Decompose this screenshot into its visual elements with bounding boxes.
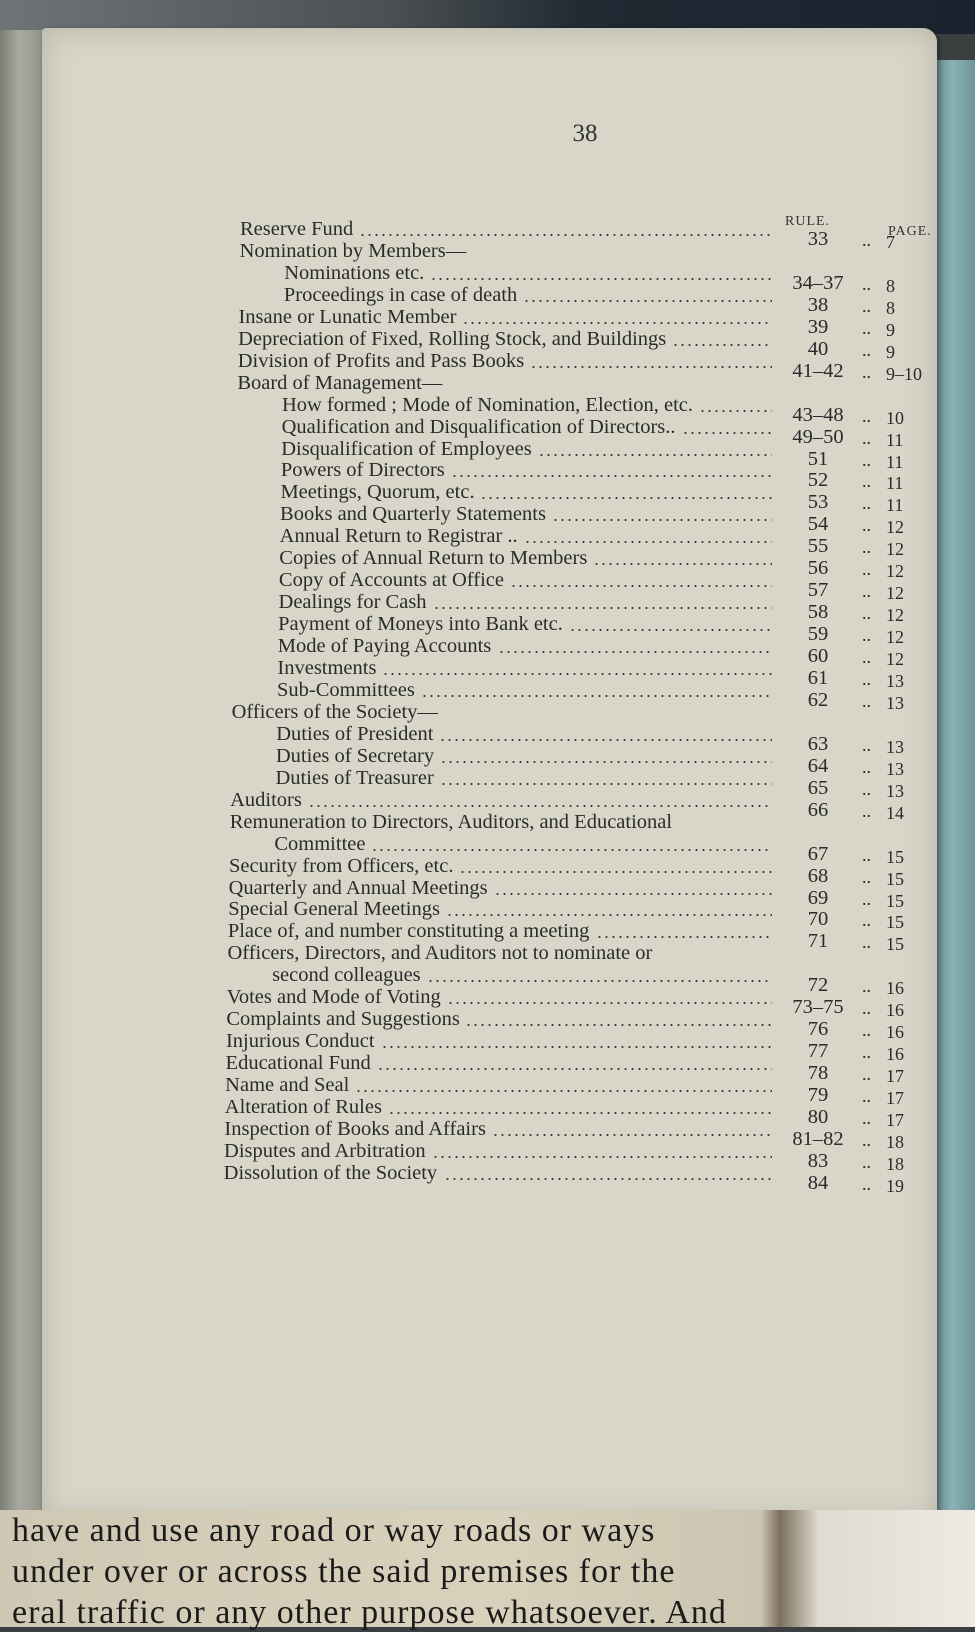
entry-title: Copies of Annual Return to Members bbox=[279, 547, 588, 570]
page-number-ref: 11 bbox=[886, 495, 904, 516]
page-number-ref: 11 bbox=[886, 451, 904, 472]
page-number-ref: 17 bbox=[886, 1088, 904, 1109]
entry-title: Officers of the Society— bbox=[231, 700, 438, 723]
rule-number: 51 bbox=[807, 447, 829, 470]
dot-leader bbox=[538, 453, 772, 457]
page-number-ref: 18 bbox=[886, 1153, 904, 1174]
rule-number: 63 bbox=[807, 732, 829, 755]
page-leader-dots: .. bbox=[862, 1042, 871, 1063]
rule-number: 52 bbox=[807, 469, 829, 492]
page-column-header: PAGE. bbox=[888, 224, 932, 239]
dot-leader bbox=[699, 409, 772, 413]
entry-title: Insane or Lunatic Member bbox=[238, 305, 457, 328]
page-leader-dots: .. bbox=[862, 537, 871, 558]
dot-leader bbox=[462, 321, 772, 325]
page-number-ref: 12 bbox=[886, 649, 904, 670]
page-leader-dots: .. bbox=[862, 976, 871, 997]
index-row bbox=[0, 701, 975, 723]
page-leader-dots: .. bbox=[862, 427, 871, 448]
page-leader-dots: .. bbox=[862, 230, 871, 250]
page-number-ref: 15 bbox=[886, 868, 904, 889]
dot-leader bbox=[530, 365, 772, 369]
dot-leader bbox=[382, 672, 772, 676]
page-leader-dots: .. bbox=[862, 295, 871, 316]
dot-leader bbox=[440, 782, 773, 786]
dot-leader bbox=[494, 892, 772, 896]
rule-number: 70 bbox=[807, 908, 829, 931]
page-number-ref: 9–10 bbox=[886, 363, 922, 384]
entry-title: Duties of Secretary bbox=[275, 744, 435, 767]
rule-number: 33 bbox=[807, 228, 829, 250]
page-number-ref: 18 bbox=[886, 1131, 904, 1152]
page-leader-dots: .. bbox=[862, 273, 871, 294]
page-leader-dots: .. bbox=[862, 756, 871, 777]
page-leader-dots: .. bbox=[862, 1108, 871, 1128]
page-leader-dots: .. bbox=[862, 625, 871, 646]
dot-leader bbox=[593, 562, 772, 566]
entry-title: Educational Fund bbox=[225, 1052, 371, 1075]
entry-title: Nomination by Members— bbox=[239, 239, 467, 262]
dot-leader bbox=[430, 277, 772, 281]
index-row bbox=[0, 372, 975, 394]
dot-leader bbox=[359, 233, 772, 237]
dot-leader bbox=[371, 848, 772, 852]
entry-title: Annual Return to Registrar .. bbox=[279, 525, 518, 548]
dot-leader bbox=[480, 496, 772, 500]
page-leader-dots: .. bbox=[862, 603, 871, 624]
dot-leader bbox=[498, 650, 772, 654]
page-number-ref: 15 bbox=[886, 890, 904, 911]
page-leader-dots: .. bbox=[862, 559, 871, 580]
entry-title: Duties of President bbox=[276, 722, 434, 745]
rule-number: 62 bbox=[807, 688, 829, 711]
page-leader-dots: .. bbox=[862, 647, 871, 668]
dot-leader bbox=[523, 299, 772, 303]
underlying-document-line: eral traffic or any other purpose whatsoever. And bbox=[12, 1594, 727, 1631]
index-row bbox=[0, 240, 975, 262]
entry-title: Security from Officers, etc. bbox=[228, 854, 454, 877]
entry-title: Dissolution of the Society bbox=[223, 1161, 438, 1184]
rule-number: 56 bbox=[807, 557, 829, 580]
rule-number: 77 bbox=[807, 1040, 829, 1063]
rule-number: 41–42 bbox=[792, 359, 844, 382]
entry-title: Disqualification of Employees bbox=[281, 437, 532, 460]
dot-leader bbox=[388, 1111, 772, 1115]
page-number-ref: 15 bbox=[886, 846, 904, 867]
rule-number: 40 bbox=[807, 337, 829, 360]
page-leader-dots: .. bbox=[862, 1064, 871, 1085]
page-leader-dots: .. bbox=[862, 1086, 871, 1107]
page-number-ref: 15 bbox=[886, 934, 904, 955]
dot-leader bbox=[439, 738, 772, 742]
entry-title: Reserve Fund bbox=[240, 218, 354, 240]
page-leader-dots: .. bbox=[862, 515, 871, 536]
rule-column-header: RULE. bbox=[785, 214, 831, 229]
page-number-ref: 12 bbox=[886, 539, 904, 560]
rule-number: 84 bbox=[807, 1171, 829, 1194]
dot-leader bbox=[451, 474, 772, 478]
page-number-ref: 12 bbox=[886, 583, 904, 604]
page-leader-dots: .. bbox=[862, 449, 871, 470]
dot-leader bbox=[427, 979, 772, 983]
entry-title: Mode of Paying Accounts bbox=[277, 635, 492, 658]
rule-number: 81–82 bbox=[792, 1127, 844, 1150]
entry-title: How formed ; Mode of Nomination, Election, etc. bbox=[281, 393, 693, 416]
rule-number: 83 bbox=[807, 1149, 829, 1172]
page-leader-dots: .. bbox=[862, 471, 871, 492]
page-number-ref: 16 bbox=[886, 1022, 904, 1043]
entry-title: Division of Profits and Pass Books bbox=[237, 349, 525, 372]
page-leader-dots: .. bbox=[862, 866, 871, 887]
dot-leader bbox=[446, 913, 772, 917]
page-number-ref: 17 bbox=[886, 1066, 904, 1087]
page-number-ref: 10 bbox=[886, 407, 904, 428]
dot-leader bbox=[355, 1089, 772, 1093]
entry-title: Votes and Mode of Voting bbox=[226, 986, 441, 1009]
index-row bbox=[0, 811, 975, 833]
page-number-ref: 16 bbox=[886, 978, 904, 999]
page-number-ref: 11 bbox=[886, 429, 904, 450]
page-number-ref: 16 bbox=[886, 1044, 904, 1065]
rule-number: 61 bbox=[807, 667, 829, 689]
entry-title: Powers of Directors bbox=[280, 459, 445, 482]
dot-leader bbox=[421, 694, 772, 698]
rule-number: 53 bbox=[807, 491, 829, 514]
page-number-ref: 13 bbox=[886, 671, 904, 691]
page-leader-dots: .. bbox=[862, 844, 871, 865]
dot-leader bbox=[492, 1133, 772, 1137]
page-number-ref: 13 bbox=[886, 758, 904, 779]
entry-title: Board of Management— bbox=[237, 371, 443, 394]
rule-number: 39 bbox=[807, 315, 829, 338]
page-leader-dots: .. bbox=[862, 932, 871, 953]
page-number-ref: 17 bbox=[886, 1110, 904, 1130]
rule-number: 60 bbox=[807, 645, 829, 668]
page-leader-dots: .. bbox=[862, 1173, 871, 1194]
entry-title: Qualification and Disqualification of Directors.. bbox=[281, 415, 676, 438]
index-row bbox=[0, 1161, 975, 1196]
page-leader-dots: .. bbox=[862, 1020, 871, 1041]
page-number-ref: 13 bbox=[886, 780, 904, 801]
entry-title: Duties of Treasurer bbox=[275, 766, 434, 789]
entry-title: Meetings, Quorum, etc. bbox=[280, 481, 475, 504]
dot-leader bbox=[569, 628, 772, 632]
page-number-ref: 9 bbox=[886, 341, 895, 362]
rule-number: 80 bbox=[807, 1106, 829, 1128]
entry-title: Special General Meetings bbox=[228, 898, 440, 921]
entry-title: Alteration of Rules bbox=[224, 1096, 382, 1118]
entry-title: Payment of Moneys into Bank etc. bbox=[278, 613, 563, 636]
rule-number: 76 bbox=[807, 1018, 829, 1041]
rule-number: 78 bbox=[807, 1062, 829, 1085]
page-leader-dots: .. bbox=[862, 581, 871, 602]
rule-number: 58 bbox=[807, 601, 829, 624]
rule-number: 54 bbox=[807, 513, 829, 536]
rule-number: 67 bbox=[807, 842, 829, 865]
dot-leader bbox=[308, 804, 772, 808]
dot-leader bbox=[552, 518, 772, 522]
rule-number: 69 bbox=[807, 886, 829, 909]
entry-title: Place of, and number constituting a meeting bbox=[227, 920, 590, 943]
entry-title: Depreciation of Fixed, Rolling Stock, and Buildings bbox=[238, 327, 667, 350]
entry-title: Quarterly and Annual Meetings bbox=[228, 876, 488, 899]
rule-number: 64 bbox=[807, 754, 829, 777]
rule-number: 55 bbox=[807, 535, 829, 558]
dot-leader bbox=[459, 870, 772, 874]
entry-title: Inspection of Books and Affairs bbox=[224, 1117, 486, 1140]
page-leader-dots: .. bbox=[862, 669, 871, 689]
dot-leader bbox=[381, 1045, 772, 1049]
entry-title: second colleagues bbox=[272, 964, 421, 987]
dot-leader bbox=[465, 1023, 772, 1027]
page-number-ref: 12 bbox=[886, 627, 904, 648]
dot-leader bbox=[444, 1177, 772, 1181]
entry-title: Auditors bbox=[230, 788, 302, 811]
dot-leader bbox=[377, 1067, 772, 1071]
page-leader-dots: .. bbox=[862, 910, 871, 931]
dot-leader bbox=[447, 1001, 772, 1005]
page-leader-dots: .. bbox=[862, 734, 871, 755]
entry-title: Committee bbox=[274, 832, 366, 855]
rule-number: 66 bbox=[807, 798, 829, 821]
page-number-ref: 19 bbox=[886, 1175, 904, 1196]
page-leader-dots: .. bbox=[862, 778, 871, 799]
rule-number: 49–50 bbox=[792, 425, 844, 448]
page-number-ref: 7 bbox=[886, 232, 895, 252]
entry-title: Name and Seal bbox=[225, 1074, 350, 1097]
page-leader-dots: .. bbox=[862, 1129, 871, 1150]
page-number-ref: 13 bbox=[886, 736, 904, 757]
page-number-ref: 11 bbox=[886, 473, 904, 494]
page-number-ref: 12 bbox=[886, 517, 904, 538]
entry-title: Remuneration to Directors, Auditors, and Educational bbox=[229, 810, 673, 833]
rule-number: 68 bbox=[807, 864, 829, 887]
rule-number: 72 bbox=[807, 974, 829, 997]
entry-title: Complaints and Suggestions bbox=[226, 1008, 460, 1031]
rule-number: 38 bbox=[807, 293, 829, 316]
underlying-document-line: have and use any road or way roads or ways bbox=[12, 1512, 656, 1549]
page-number-ref: 16 bbox=[886, 1000, 904, 1021]
entry-title: Nominations etc. bbox=[284, 261, 425, 284]
dot-leader bbox=[432, 1155, 772, 1159]
entry-title: Officers, Directors, and Auditors not to nominate or bbox=[227, 942, 653, 965]
page-leader-dots: .. bbox=[862, 493, 871, 514]
entry-title: Injurious Conduct bbox=[225, 1030, 375, 1053]
dot-leader bbox=[433, 606, 772, 610]
entry-title: Dealings for Cash bbox=[278, 591, 427, 614]
page-leader-dots: .. bbox=[862, 361, 871, 382]
rule-number: 65 bbox=[807, 776, 829, 799]
page-leader-dots: .. bbox=[862, 339, 871, 360]
dot-leader bbox=[672, 343, 772, 347]
page-leader-dots: .. bbox=[862, 1151, 871, 1172]
rule-number: 57 bbox=[807, 579, 829, 602]
page-number: 38 bbox=[572, 120, 598, 147]
page-leader-dots: .. bbox=[862, 690, 871, 711]
entry-title: Copy of Accounts at Office bbox=[278, 569, 504, 592]
page-number-ref: 8 bbox=[886, 297, 895, 318]
entry-title: Books and Quarterly Statements bbox=[280, 503, 546, 526]
rule-number: 79 bbox=[807, 1084, 829, 1107]
underlying-document-line: under over or across the said premises for the bbox=[12, 1553, 676, 1590]
dot-leader bbox=[440, 760, 772, 764]
page-leader-dots: .. bbox=[862, 800, 871, 821]
page-number-ref: 8 bbox=[886, 275, 895, 296]
page-leader-dots: .. bbox=[862, 888, 871, 909]
entry-title: Sub-Committees bbox=[277, 678, 415, 701]
entry-title: Disputes and Arbitration bbox=[224, 1139, 426, 1162]
page-leader-dots: .. bbox=[862, 998, 871, 1019]
rule-number: 71 bbox=[807, 930, 829, 953]
rule-number: 59 bbox=[807, 623, 829, 646]
index-row bbox=[0, 942, 975, 964]
page-number-ref: 15 bbox=[886, 912, 904, 933]
entry-title: Proceedings in case of death bbox=[283, 283, 518, 306]
dot-leader bbox=[524, 540, 772, 544]
dot-leader bbox=[596, 935, 772, 939]
page-number-ref: 9 bbox=[886, 319, 895, 340]
page-number-ref: 12 bbox=[886, 605, 904, 626]
page-number-ref: 13 bbox=[886, 692, 904, 713]
rule-number: 43–48 bbox=[792, 403, 844, 426]
dot-leader bbox=[682, 431, 772, 435]
page-number-ref: 14 bbox=[886, 802, 904, 823]
dot-leader bbox=[510, 584, 772, 588]
rule-number: 73–75 bbox=[792, 996, 844, 1019]
page-leader-dots: .. bbox=[862, 405, 871, 426]
page-number-ref: 12 bbox=[886, 561, 904, 582]
page-leader-dots: .. bbox=[862, 317, 871, 338]
rule-number: 34–37 bbox=[792, 271, 844, 294]
entry-title: Investments bbox=[277, 657, 377, 679]
